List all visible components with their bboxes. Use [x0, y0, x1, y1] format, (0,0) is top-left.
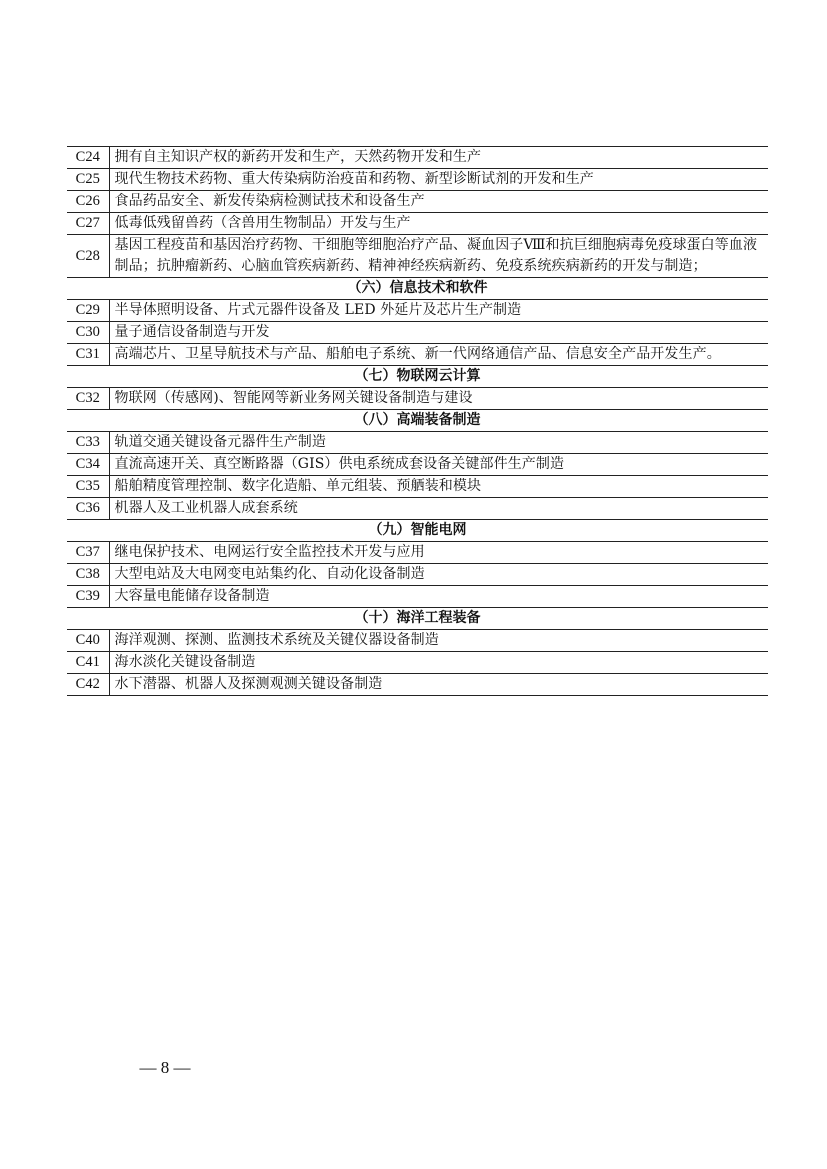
section-heading: （八）高端装备制造 — [67, 410, 768, 432]
item-code: C37 — [67, 542, 109, 564]
table-row — [67, 147, 768, 169]
item-code: C32 — [67, 388, 109, 410]
item-description: 拥有自主知识产权的新药开发和生产，天然药物开发和生产 — [109, 147, 768, 169]
item-description: 物联网（传感网)、智能网等新业务网关键设备制造与建设 — [109, 388, 768, 410]
item-description: 机器人及工业机器人成套系统 — [109, 498, 768, 520]
item-code: C40 — [67, 630, 109, 652]
item-description: 基因工程疫苗和基因治疗药物、干细胞等细胞治疗产品、凝血因子Ⅷ和抗巨细胞病毒免疫球蛋白等血液制品；抗肿瘤新药、心脑血管疾病新药、精神神经疾病新药、免疫系统疾病新药的开发与制造； — [109, 235, 768, 278]
item-description: 轨道交通关键设备元器件生产制造 — [109, 432, 768, 454]
table-row — [67, 322, 768, 344]
item-description: 半导体照明设备、片式元器件设备及 LED 外延片及芯片生产制造 — [109, 300, 768, 322]
item-code: C41 — [67, 652, 109, 674]
item-code: C31 — [67, 344, 109, 366]
item-code: C26 — [67, 191, 109, 213]
item-code: C33 — [67, 432, 109, 454]
table-row — [67, 300, 768, 322]
item-code: C25 — [67, 169, 109, 191]
item-code: C42 — [67, 674, 109, 696]
table-row — [67, 454, 768, 476]
item-code: C35 — [67, 476, 109, 498]
page-number: — 8 — — [139, 1058, 191, 1077]
item-code: C27 — [67, 213, 109, 235]
section-row — [67, 410, 768, 432]
item-code: C30 — [67, 322, 109, 344]
item-code: C38 — [67, 564, 109, 586]
item-description: 现代生物技术药物、重大传染病防治疫苗和药物、新型诊断试剂的开发和生产 — [109, 169, 768, 191]
item-description: 量子通信设备制造与开发 — [109, 322, 768, 344]
table-row — [67, 191, 768, 213]
table-row — [67, 169, 768, 191]
section-row — [67, 278, 768, 300]
table-row — [67, 388, 768, 410]
table-row — [67, 235, 768, 278]
item-code: C36 — [67, 498, 109, 520]
item-description: 大容量电能储存设备制造 — [109, 586, 768, 608]
item-description: 低毒低残留兽药（含兽用生物制品）开发与生产 — [109, 213, 768, 235]
table-row — [67, 674, 768, 696]
section-row — [67, 520, 768, 542]
item-code: C39 — [67, 586, 109, 608]
item-code: C29 — [67, 300, 109, 322]
section-heading: （六）信息技术和软件 — [67, 278, 768, 300]
item-description: 海水淡化关键设备制造 — [109, 652, 768, 674]
item-code: C24 — [67, 147, 109, 169]
table-row — [67, 652, 768, 674]
section-heading: （九）智能电网 — [67, 520, 768, 542]
table-row — [67, 586, 768, 608]
table-row — [67, 630, 768, 652]
item-description: 食品药品安全、新发传染病检测试技术和设备生产 — [109, 191, 768, 213]
section-row — [67, 366, 768, 388]
section-heading: （十）海洋工程装备 — [67, 608, 768, 630]
item-code: C34 — [67, 454, 109, 476]
item-description: 水下潜器、机器人及探测观测关键设备制造 — [109, 674, 768, 696]
item-description: 海洋观测、探测、监测技术系统及关键仪器设备制造 — [109, 630, 768, 652]
item-code: C28 — [67, 235, 109, 278]
item-description: 直流高速开关、真空断路器（GIS）供电系统成套设备关键部件生产制造 — [109, 454, 768, 476]
table-row — [67, 542, 768, 564]
table-row — [67, 344, 768, 366]
table-row — [67, 432, 768, 454]
table-row — [67, 564, 768, 586]
item-description: 继电保护技术、电网运行安全监控技术开发与应用 — [109, 542, 768, 564]
industry-catalog-table — [67, 146, 768, 696]
section-heading: （七）物联网云计算 — [67, 366, 768, 388]
table-row — [67, 213, 768, 235]
item-description: 大型电站及大电网变电站集约化、自动化设备制造 — [109, 564, 768, 586]
table-row — [67, 498, 768, 520]
section-row — [67, 608, 768, 630]
table-row — [67, 476, 768, 498]
item-description: 船舶精度管理控制、数字化造船、单元组装、预舾装和模块 — [109, 476, 768, 498]
item-description: 高端芯片、卫星导航技术与产品、船舶电子系统、新一代网络通信产品、信息安全产品开发生产。 — [109, 344, 768, 366]
